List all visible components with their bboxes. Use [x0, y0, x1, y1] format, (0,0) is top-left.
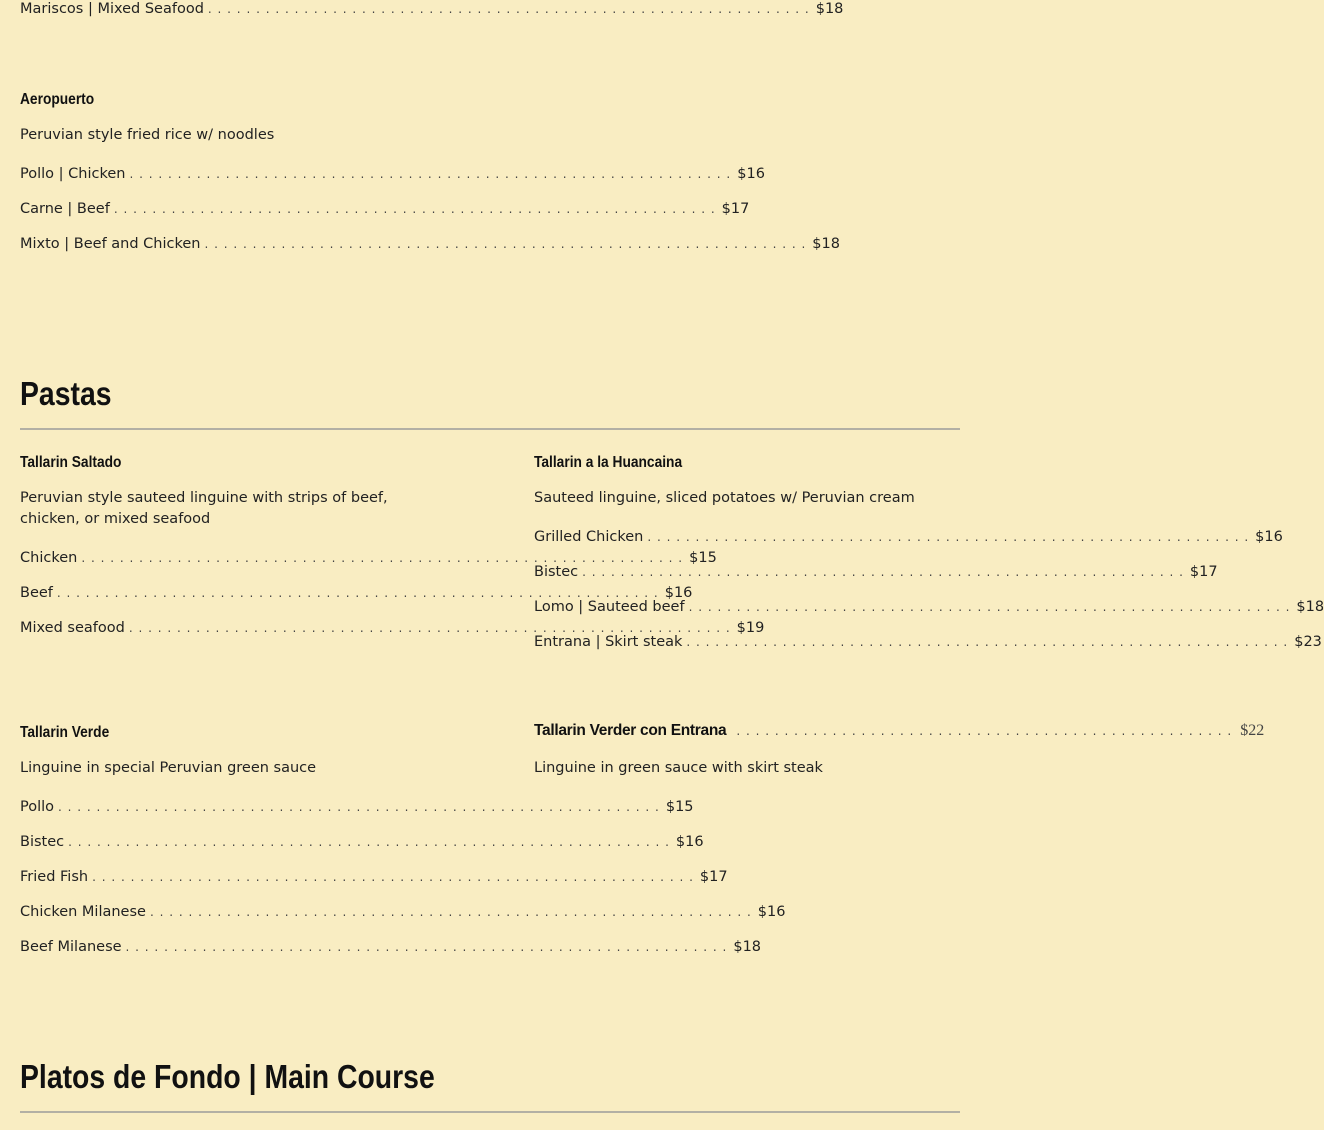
- item-name: Chicken: [20, 550, 78, 566]
- item-price: $23: [1294, 634, 1322, 650]
- menu-row: [534, 597, 1324, 617]
- dish-title: Tallarin a la Huancaina: [534, 454, 683, 471]
- leader-dots: . . . . . . . . . . . . . . . . . . . . . . . . . . . . . . . . . . . . . . . . . . . . . . . . . . . . . . . . . . . . . . .: [68, 835, 670, 849]
- dish-description: Linguine in special Peruvian green sauce: [20, 760, 317, 776]
- dish-title: Tallarin Verde: [20, 724, 110, 741]
- dish-description: Peruvian style fried rice w/ noodles: [20, 127, 275, 143]
- menu-row: [20, 583, 693, 603]
- item-price: $18: [1296, 599, 1324, 615]
- dish-description: Linguine in green sauce with skirt steak: [534, 760, 823, 776]
- dish-title: Aeropuerto: [20, 91, 95, 108]
- item-price: $15: [665, 799, 694, 815]
- menu-row: [20, 164, 765, 184]
- item-price: $16: [675, 834, 704, 850]
- item-name: Mixed seafood: [20, 620, 125, 636]
- item-name: Lomo | Sauteed beef: [534, 599, 685, 615]
- item-price: $19: [736, 620, 765, 636]
- item-name: Beef: [20, 585, 53, 601]
- item-name: Fried Fish: [20, 869, 89, 885]
- item-name: Bistec: [20, 834, 65, 850]
- leader-dots: . . . . . . . . . . . . . . . . . . . . . . . . . . . . . . . . . . . . . . . . . . . . . . . . . . . . . . . . . . . . . . .: [58, 800, 660, 814]
- dish-title: Tallarin Verder con Entrana: [534, 722, 727, 739]
- menu-row: [20, 618, 765, 638]
- dish-price: $22: [1240, 722, 1265, 739]
- section-divider: [20, 1111, 960, 1113]
- item-price: $18: [733, 939, 762, 955]
- leader-dots: . . . . . . . . . . . . . . . . . . . . . . . . . . . . . . . . . . . . . . . . . . . . . . . . . . . . . . . . . . . . . . .: [688, 600, 1291, 614]
- menu-row: [20, 902, 786, 922]
- menu-row: [20, 548, 717, 568]
- leader-dots: . . . . . . . . . . . . . . . . . . . . . . . . . . . . . . . . . . . . . . . . . . . . . . . . . . . . . . . . . . . . . . .: [204, 237, 807, 251]
- section-divider: [20, 428, 960, 430]
- leader-dots: . . . . . . . . . . . . . . . . . . . . . . . . . . . . . . . . . . . . . . . . . . . . . . . . . . . . . . . . . . . . . . .: [92, 870, 694, 884]
- dish-title-row: [534, 722, 1265, 740]
- menu-row: [20, 797, 694, 817]
- item-name: Carne | Beef: [20, 201, 110, 217]
- item-price: $18: [815, 1, 844, 17]
- item-price: $16: [664, 585, 693, 601]
- leader-dots: . . . . . . . . . . . . . . . . . . . . . . . . . . . . . . . . . . . . . . . . . . . . . . . . . . . . . . . . . . . . . . .: [128, 621, 731, 635]
- item-price: $16: [737, 166, 765, 182]
- menu-row: [20, 832, 704, 852]
- item-name: Chicken Milanese: [20, 904, 146, 920]
- item-price: $16: [1255, 529, 1283, 545]
- dish-description: Peruvian style sauteed linguine with strips of beef, chicken, or mixed seafood: [20, 490, 388, 527]
- item-price: $16: [757, 904, 786, 920]
- menu-row: [534, 527, 1283, 547]
- item-price: $18: [812, 236, 840, 252]
- item-name: Entrana | Skirt steak: [534, 634, 683, 650]
- menu-row: [20, 937, 762, 957]
- section-heading-main-course: Platos de Fondo | Main Course: [20, 1058, 435, 1095]
- item-name: Mixto | Beef and Chicken: [20, 236, 201, 252]
- menu-row: [20, 199, 750, 219]
- item-price: $17: [1189, 564, 1218, 580]
- menu-row: [20, 234, 840, 254]
- item-price: $17: [721, 201, 750, 217]
- menu-row: [20, 0, 844, 19]
- leader-dots: . . . . . . . . . . . . . . . . . . . . . . . . . . . . . . . . . . . . . . . . . . . . . . . . . . . . . . . . . . . . . . .: [149, 905, 752, 919]
- leader-dots: . . . . . . . . . . . . . . . . . . . . . . . . . . . . . . . . . . . . . . . . . . . . . . . . . . . . . . . . . . . . . . .: [647, 530, 1250, 544]
- leader-dots: . . . . . . . . . . . . . . . . . . . . . . . . . . . . . . . . . . . . . . . . . . . . . . . . . . . . . . . . . . . . . . .: [81, 551, 684, 565]
- item-name: Grilled Chicken: [534, 529, 644, 545]
- leader-dots: . . . . . . . . . . . . . . . . . . . . . . . . . . . . . . . . . . . . . . . . . . . . . . . . . . . . . . . . . . . . . . .: [207, 2, 810, 16]
- leader-dots: . . . . . . . . . . . . . . . . . . . . . . . . . . . . . . . . . . . . . . . . . . . . . . . . . . . . . . . . . . . . . . .: [582, 565, 1184, 579]
- menu-row: [534, 562, 1218, 582]
- leader-dots: . . . . . . . . . . . . . . . . . . . . . . . . . . . . . . . . . . . . . . . . . . . . . . . . . . . . . . . . . . . . . . .: [686, 635, 1289, 649]
- item-price: $17: [699, 869, 728, 885]
- menu-row: [20, 867, 728, 887]
- item-name: Pollo | Chicken: [20, 166, 126, 182]
- item-name: Beef Milanese: [20, 939, 122, 955]
- leader-dots: . . . . . . . . . . . . . . . . . . . . . . . . . . . . . . . . . . . . . . . . . . . . . . . . . . . .: [736, 724, 1233, 738]
- item-name: Pollo: [20, 799, 55, 815]
- item-name: Mariscos | Mixed Seafood: [20, 1, 204, 17]
- leader-dots: . . . . . . . . . . . . . . . . . . . . . . . . . . . . . . . . . . . . . . . . . . . . . . . . . . . . . . . . . . . . . . .: [113, 202, 716, 216]
- section-heading-pastas: Pastas: [20, 375, 112, 412]
- dish-description: Sauteed linguine, sliced potatoes w/ Peruvian cream: [534, 490, 915, 506]
- menu-row: [534, 632, 1322, 652]
- item-price: $15: [689, 550, 717, 566]
- leader-dots: . . . . . . . . . . . . . . . . . . . . . . . . . . . . . . . . . . . . . . . . . . . . . . . . . . . . . . . . . . . . . . .: [125, 940, 728, 954]
- leader-dots: . . . . . . . . . . . . . . . . . . . . . . . . . . . . . . . . . . . . . . . . . . . . . . . . . . . . . . . . . . . . . . .: [56, 586, 659, 600]
- leader-dots: . . . . . . . . . . . . . . . . . . . . . . . . . . . . . . . . . . . . . . . . . . . . . . . . . . . . . . . . . . . . . . .: [129, 167, 732, 181]
- item-name: Bistec: [534, 564, 579, 580]
- dish-title: Tallarin Saltado: [20, 454, 122, 471]
